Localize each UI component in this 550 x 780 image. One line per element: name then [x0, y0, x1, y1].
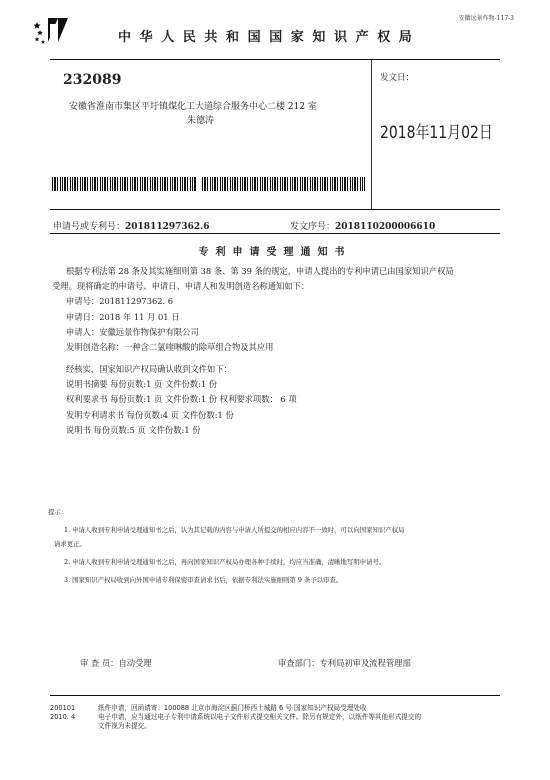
received-files: [52, 362, 512, 438]
form-code: 安徽远景作物-117-3: [458, 15, 514, 22]
footer-notes: [98, 704, 528, 731]
sent-date: 2018年11月02日: [380, 123, 493, 143]
application-number: 201811297362.6: [125, 222, 210, 232]
file-abstract: 说明书摘要 每份页数:1 页 文件份数:1 份: [66, 379, 218, 390]
form-version: 2010. 4: [50, 713, 76, 721]
cnipa-logo-icon: [34, 16, 70, 46]
footer-rule: [50, 695, 500, 696]
file-description: 说明书 每份页数:5 页 文件份数:1 份: [66, 424, 201, 435]
electronic-application-note: 电子申请，应当通过电子专利申请系统以电子文件形式提交相关文件。除另有规定外，以纸件等其他形式提交的: [98, 713, 422, 721]
file-claims: 权利要求书 每份页数:1 页 文件份数:1 份 权利要求项数： 6 项: [66, 394, 297, 405]
note-3: 3. 国家知识产权局收到向外国申请专利保密审查请求书后，依据专利法实施细则第 9 条予以审查。: [64, 576, 343, 584]
barcode-right: [202, 177, 365, 191]
sent-date-label: 发文日：: [380, 73, 415, 83]
files-intro: 经核实，国家知识产权局确认收到文件如下：: [66, 364, 232, 374]
serial-number-line: [290, 219, 435, 232]
note-1: 1. 申请人收到专利申请受理通知书之后，认为其记载的内容与申请人所提交的相应内容不一致时，可以向国家知识产权局: [64, 526, 405, 534]
electronic-application-note-continued: 文件视为未提交。: [98, 722, 151, 730]
intro-line-1: 根据专利法第 28 条及其实施细则第 38 条、第 39 条的规定，申请人提出的专利申请已由国家知识产权局: [66, 266, 454, 276]
recipient-address: 安徽省淮南市集区平圩镇煤化工大道综合服务中心二楼 212 室: [69, 102, 317, 112]
office-name: 中华人民共和国国家知识产权局: [118, 30, 421, 45]
field-invention-title: 发明创造名称：一种含二氯喹啉酸的除草组合物及其应用: [66, 342, 274, 353]
notes-section: [48, 505, 522, 587]
date-box-divider: [371, 59, 372, 209]
field-filing-date: 申请日：2018 年 11 月 01 日: [66, 311, 180, 322]
notes-heading: 提示：: [48, 508, 68, 516]
recipient-name: 朱德涛: [187, 116, 215, 126]
barcode-left: [52, 177, 197, 191]
note-1-continued: 请求更正。: [54, 540, 86, 548]
postal-code: 232089: [63, 72, 122, 88]
notice-body: [52, 264, 512, 355]
examiner: 审 查 员：自动受理: [80, 658, 152, 668]
serial-number-label: 发文序号：: [290, 222, 336, 232]
field-application-number: 申请号：201811297362. 6: [66, 296, 174, 307]
file-request: 发明专利请求书 每份页数:4 页 文件份数:1 份: [66, 409, 234, 420]
paper-application-note: 纸件申请，回函请寄：100088 北京市海淀区蓟门桥西土城路 6 号 国家知识产权局受理处收: [98, 704, 367, 712]
serial-number: 2018110200006610: [335, 222, 436, 232]
field-applicant: 申请人：安徽远景作物保护有限公司: [66, 326, 199, 337]
notice-title: 专利申请受理通知书: [198, 247, 352, 258]
note-2: 2. 申请人收到专利申请受理通知书之后，再向国家知识产权局办理各种手续时，均应当准确、清晰地写明申请号。: [64, 558, 386, 566]
title-rule: [50, 233, 500, 234]
address-rule: [50, 209, 500, 210]
intro-line-2: 受理。现将确定的申请号、申请日、申请人和发明创造名称通知如下：: [52, 281, 310, 292]
examining-department: 审查部门：专利局初审及流程管理部: [278, 658, 411, 668]
application-number-label: 申请号或专利号：: [53, 222, 126, 232]
header-rule: [50, 59, 500, 60]
application-number-line: [53, 219, 210, 232]
form-number: 200101: [50, 704, 76, 712]
